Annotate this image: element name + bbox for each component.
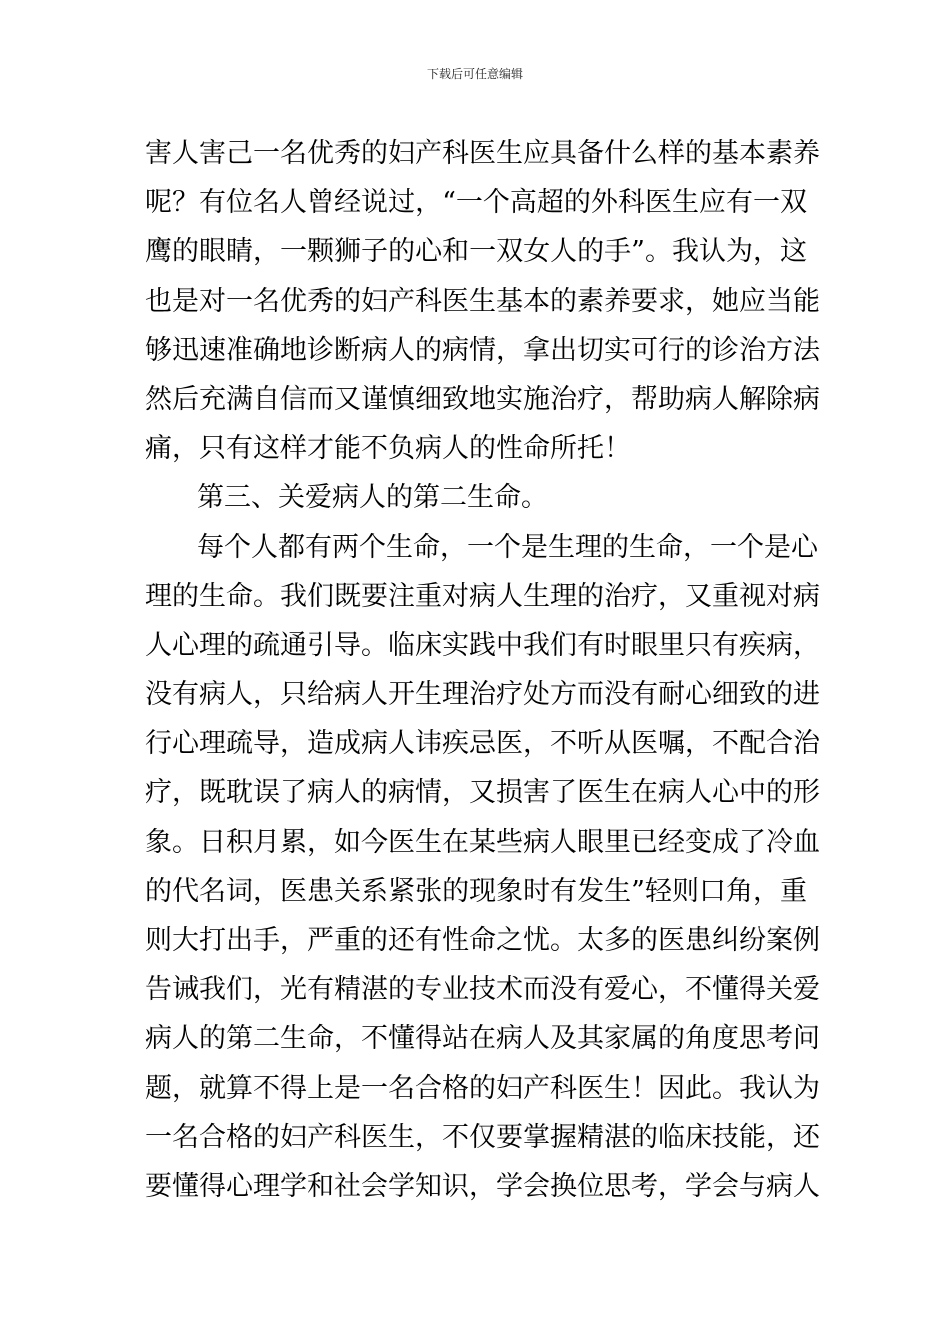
text-line: 害人害己一名优秀的妇产科医生应具备什么样的基本素养 [145, 138, 820, 169]
text-line: 告诫我们，光有精湛的专业技术而没有爱心，不懂得关爱 [145, 974, 820, 1006]
text-line: 则大打出手，严重的还有性命之忧。太多的医患纠纷案例 [145, 925, 820, 956]
text-line: 然后充满自信而又谨慎细致地实施治疗，帮助病人解除病 [145, 383, 820, 415]
page-header: 下载后可任意编辑 [426, 67, 523, 81]
paragraph-first-line: 每个人都有两个生命，一个是生理的生命，一个是心 [197, 531, 818, 563]
body-text [145, 129, 820, 1211]
text-line: 要懂得心理学和社会学知识，学会换位思考，学会与病人 [145, 1170, 820, 1202]
text-line: 理的生命。我们既要注重对病人生理的治疗，又重视对病 [145, 580, 820, 612]
text-line: 象。日积月累，如今医生在某些病人眼里已经变成了冷血 [145, 826, 820, 858]
text-line: 行心理疏导，造成病人讳疾忌医，不听从医嘱，不配合治 [145, 728, 820, 760]
text-line: 没有病人，只给病人开生理治疗处方而没有耐心细致的进 [145, 679, 820, 711]
text-line: 的代名词，医患关系紧张的现象时有发生”轻则口角，重 [145, 875, 807, 907]
text-line: 题，就算不得上是一名合格的妇产科医生！因此。我认为 [145, 1072, 820, 1104]
text-line: 够迅速准确地诊断病人的病情，拿出切实可行的诊治方法 [145, 334, 820, 366]
text-line: 人心理的疏通引导。临床实践中我们有时眼里只有疾病， [145, 629, 820, 661]
text-line: 病人的第二生命，不懂得站在病人及其家属的角度思考问 [145, 1023, 820, 1055]
text-line: 疗，既耽误了病人的病情，又损害了医生在病人心中的形 [145, 777, 820, 809]
text-line: 一名合格的妇产科医生，不仅要掌握精湛的临床技能，还 [145, 1121, 820, 1153]
text-line: 也是对一名优秀的妇产科医生基本的素养要求，她应当能 [145, 285, 820, 317]
text-line: 鹰的眼睛，一颗狮子的心和一双女人的手”。我认为，这 [145, 236, 807, 268]
section-heading: 第三、关爱病人的第二生命。 [197, 482, 548, 514]
text-line: 呢？有位名人曾经说过，“一个高超的外科医生应有一双 [145, 187, 807, 219]
text-line: 痛，只有这样才能不负病人的性命所托！ [145, 433, 631, 465]
